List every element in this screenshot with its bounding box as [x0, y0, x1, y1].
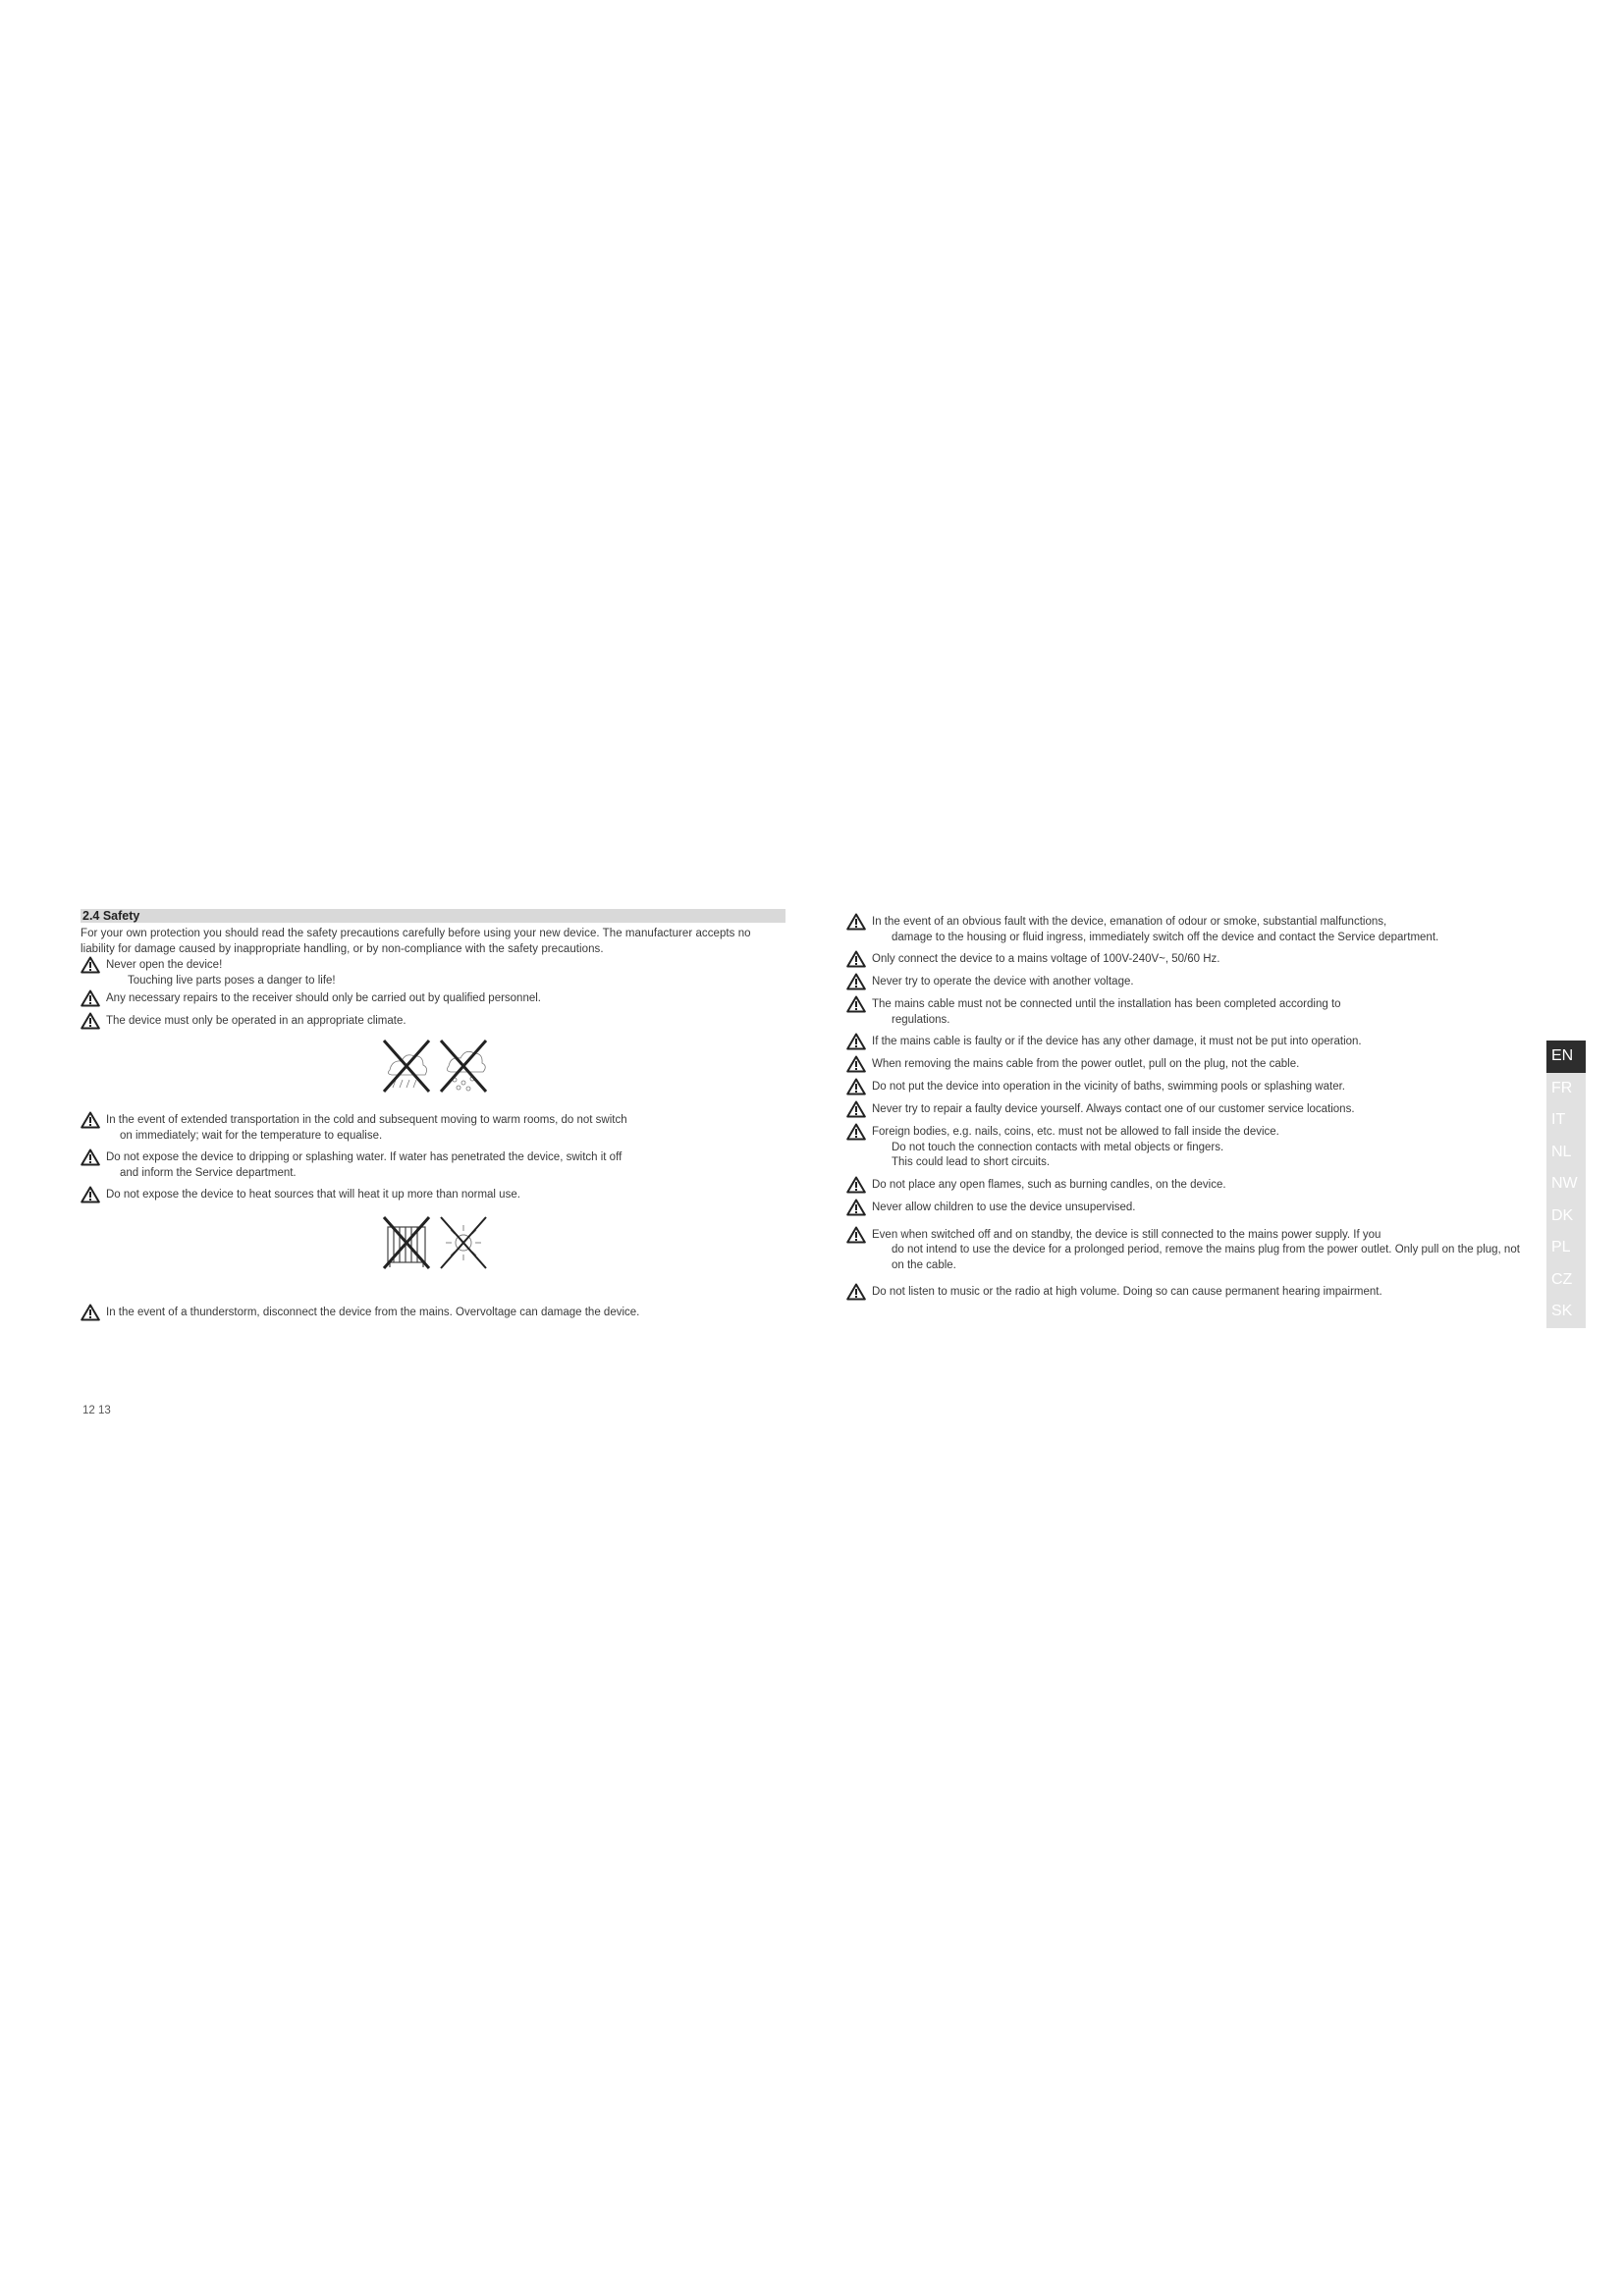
safety-item-text: If the mains cable is faulty or if the device has any other damage, it must not be put into operation.: [872, 1036, 1362, 1047]
safety-item: [81, 958, 785, 988]
safety-item-subtext: do not intend to use the device for a prolonged period, remove the mains plug from the power outlet. Only pull on the plug, not on the cable.: [892, 1244, 1520, 1271]
safety-item-text: Do not put the device into operation in the vicinity of baths, swimming pools or splashing water.: [872, 1081, 1345, 1093]
safety-item-text: Do not place any open flames, such as burning candles, on the device.: [872, 1178, 1226, 1191]
safety-item-text: Do not expose the device to dripping or splashing water. If water has penetrated the device, switch it off: [106, 1151, 623, 1163]
safety-item: [846, 1178, 1532, 1194]
tab-language-nl[interactable]: NL: [1546, 1137, 1586, 1169]
climate-pictograms: [81, 1037, 785, 1099]
left-column: [81, 909, 785, 1328]
warning-icon: [846, 1226, 866, 1244]
warning-icon: [846, 973, 866, 990]
safety-item-text: In the event of a thunderstorm, disconnect the device from the mains. Overvoltage can damage the device.: [106, 1307, 640, 1318]
warning-icon: [846, 1176, 866, 1194]
warning-icon: [846, 1283, 866, 1301]
safety-item-text: Do not expose the device to heat sources that will heat it up more than normal use.: [106, 1189, 520, 1201]
safety-item-text: Even when switched off and on standby, the device is still connected to the mains power supply. If you: [872, 1228, 1381, 1241]
warning-icon: [846, 995, 866, 1013]
intro-paragraph: For your own protection you should read the safety precautions carefully before using your new device. The manufacturer accepts no liability for damage caused by inappropriate handling, or by non-compliance with the safety precautions.: [81, 928, 751, 955]
tab-language-nw[interactable]: NW: [1546, 1168, 1586, 1201]
warning-icon: [846, 1033, 866, 1050]
safety-item-text: Never open the device!: [106, 959, 223, 971]
safety-item: [81, 1306, 785, 1321]
safety-item: [846, 1285, 1532, 1301]
warning-icon: [846, 950, 866, 968]
safety-item: [846, 1201, 1532, 1216]
safety-item: [846, 1035, 1532, 1050]
safety-item: [846, 1102, 1532, 1118]
safety-item-subtext: on immediately; wait for the temperature to equalise.: [120, 1129, 383, 1142]
safety-item: [81, 991, 785, 1007]
warning-icon: [846, 1123, 866, 1141]
warning-icon: [81, 1012, 100, 1030]
safety-item-text: Do not listen to music or the radio at high volume. Doing so can cause permanent hearing impairment.: [872, 1286, 1382, 1298]
tab-language-fr[interactable]: FR: [1546, 1073, 1586, 1105]
warning-icon: [846, 1078, 866, 1095]
safety-item: [81, 1188, 785, 1203]
safety-item: [81, 1150, 785, 1181]
warning-icon: [81, 1304, 100, 1321]
no-cold-climate-pictogram: [380, 1037, 433, 1095]
tab-language-en[interactable]: EN: [1546, 1041, 1586, 1073]
safety-item-text: Foreign bodies, e.g. nails, coins, etc. must not be allowed to fall inside the device.: [872, 1126, 1279, 1138]
safety-item-text: Any necessary repairs to the receiver should only be carried out by qualified personnel.: [106, 992, 541, 1004]
warning-icon: [81, 956, 100, 974]
safety-item-subtext: and inform the Service department.: [120, 1166, 297, 1179]
safety-item-text: Only connect the device to a mains voltage of 100V-240V~, 50/60 Hz.: [872, 953, 1220, 965]
safety-item-subtext: This could lead to short circuits.: [892, 1156, 1051, 1168]
safety-item: [846, 1228, 1532, 1274]
safety-item: [846, 915, 1532, 945]
no-radiator-pictogram: [380, 1213, 433, 1272]
safety-item: [81, 1113, 785, 1144]
safety-item-text: The device must only be operated in an appropriate climate.: [106, 1015, 406, 1027]
warning-icon: [81, 989, 100, 1007]
safety-item-text: When removing the mains cable from the power outlet, pull on the plug, not the cable.: [872, 1058, 1300, 1070]
warning-icon: [846, 1100, 866, 1118]
safety-item-text: In the event of an obvious fault with the device, emanation of odour or smoke, substantial malfunctions,: [872, 916, 1387, 928]
safety-item: [846, 1080, 1532, 1095]
warning-icon: [846, 913, 866, 931]
safety-item-text: In the event of extended transportation in the cold and subsequent moving to warm rooms, do not switch: [106, 1114, 627, 1126]
section-title: 2.4 Safety: [81, 909, 785, 923]
safety-item: [846, 952, 1532, 968]
safety-item: [846, 975, 1532, 990]
warning-icon: [81, 1186, 100, 1203]
tab-language-sk[interactable]: SK: [1546, 1296, 1586, 1328]
right-column: [846, 915, 1532, 1308]
safety-item-subtext: Touching live parts poses a danger to life!: [128, 974, 336, 987]
tab-language-it[interactable]: IT: [1546, 1104, 1586, 1137]
warning-icon: [846, 1055, 866, 1073]
safety-item-subtext: Do not touch the connection contacts with metal objects or fingers.: [892, 1141, 1224, 1153]
safety-item: [81, 1014, 785, 1030]
tab-language-dk[interactable]: DK: [1546, 1201, 1586, 1233]
safety-item-text: Never try to repair a faulty device yourself. Always contact one of our customer service locations.: [872, 1103, 1355, 1115]
safety-item-text: The mains cable must not be connected until the installation has been completed according to: [872, 998, 1341, 1010]
safety-item-subtext: damage to the housing or fluid ingress, immediately switch off the device and contact the Service department.: [892, 931, 1439, 943]
safety-item: [846, 1125, 1532, 1171]
safety-item: [846, 997, 1532, 1028]
warning-icon: [81, 1148, 100, 1166]
tab-language-cz[interactable]: CZ: [1546, 1264, 1586, 1297]
no-sun-pictogram: [437, 1213, 490, 1272]
warning-icon: [846, 1199, 866, 1216]
heat-pictograms: [81, 1213, 785, 1276]
safety-item-text: Never allow children to use the device unsupervised.: [872, 1201, 1136, 1213]
page-numbers: 12 13: [82, 1405, 111, 1416]
warning-icon: [81, 1111, 100, 1129]
safety-item-subtext: regulations.: [892, 1013, 950, 1026]
language-tabs: [1546, 1041, 1586, 1328]
no-humid-climate-pictogram: [437, 1037, 490, 1095]
tab-language-pl[interactable]: PL: [1546, 1232, 1586, 1264]
safety-item-text: Never try to operate the device with another voltage.: [872, 976, 1134, 988]
safety-item: [846, 1057, 1532, 1073]
